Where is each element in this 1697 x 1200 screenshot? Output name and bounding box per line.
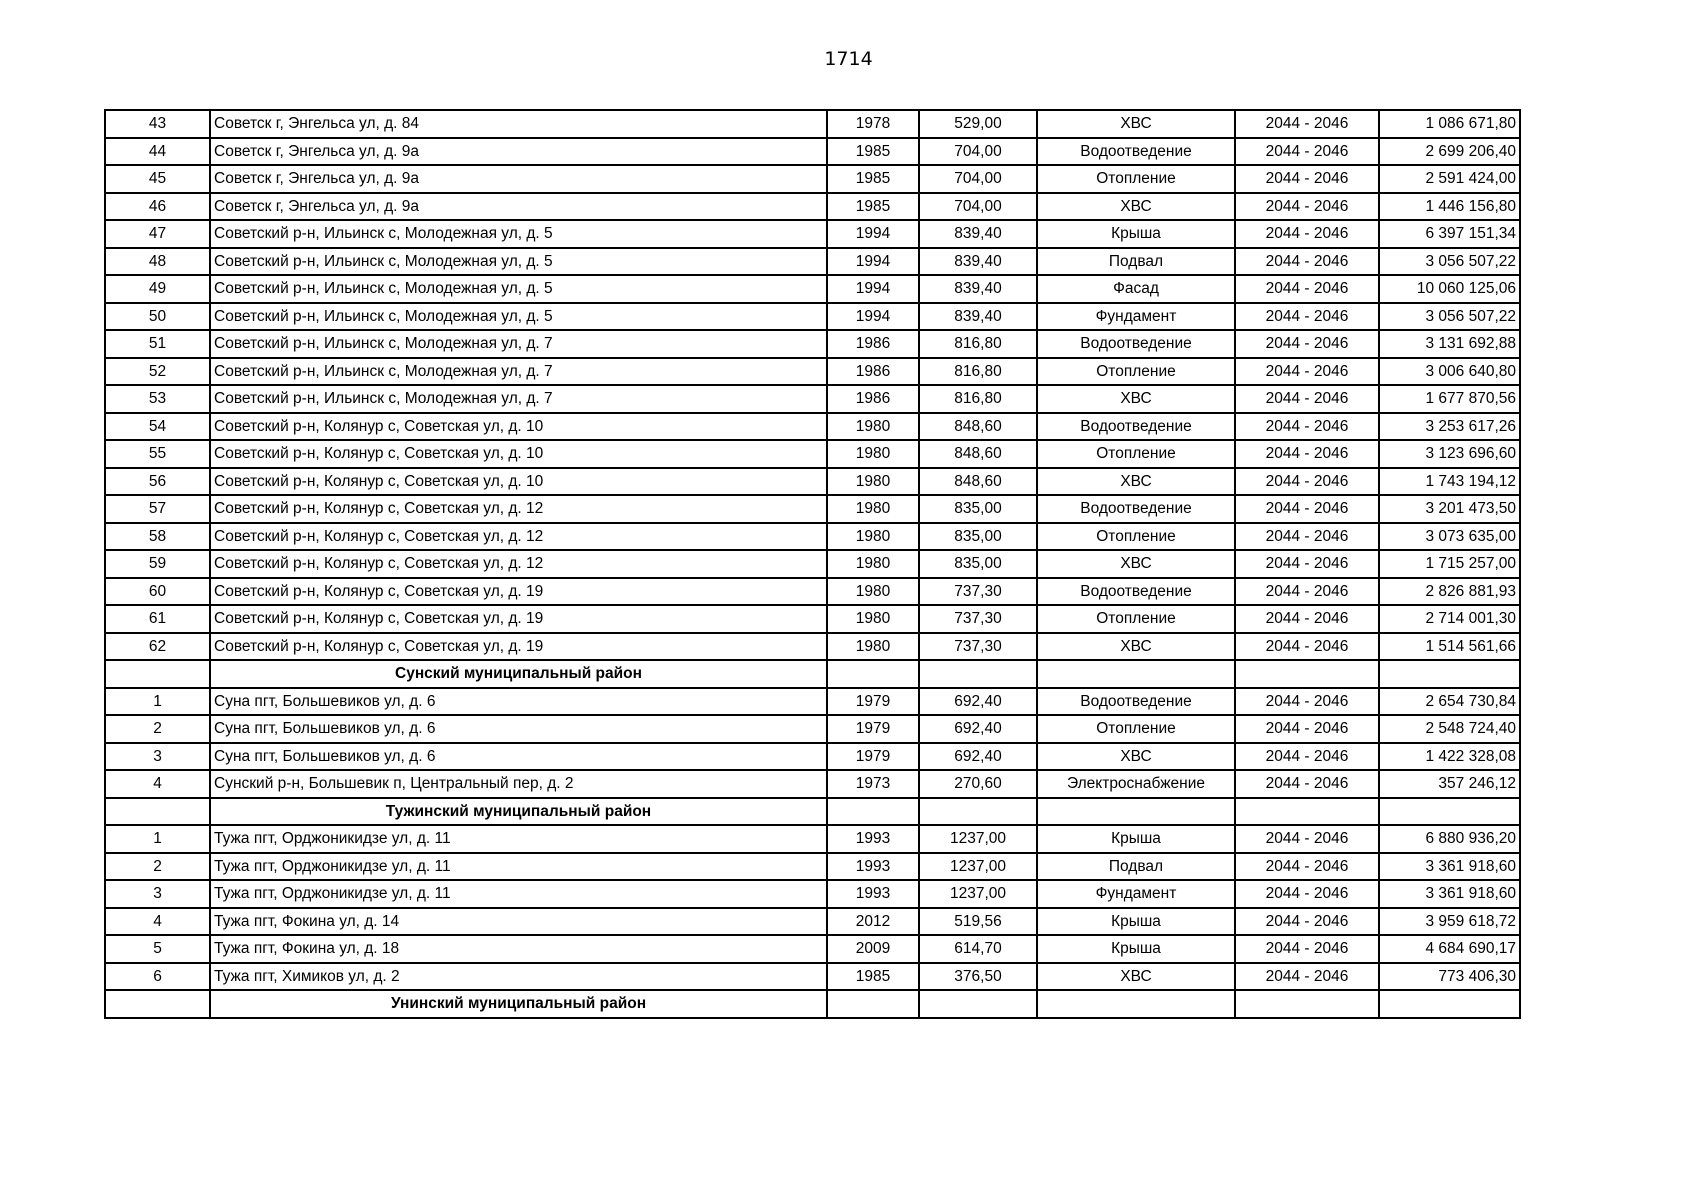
cost-cell — [1379, 798, 1520, 826]
row-number — [105, 990, 210, 1018]
area-cell: 835,00 — [919, 550, 1037, 578]
address-cell: Суна пгт, Большевиков ул, д. 6 — [210, 688, 827, 716]
table-row — [105, 248, 1520, 276]
work-type-cell — [1037, 660, 1235, 688]
cost-cell: 1 446 156,80 — [1379, 193, 1520, 221]
cost-cell: 10 060 125,06 — [1379, 275, 1520, 303]
period-cell — [1235, 990, 1379, 1018]
cost-cell: 2 548 724,40 — [1379, 715, 1520, 743]
work-type-cell: Фундамент — [1037, 880, 1235, 908]
area-cell — [919, 660, 1037, 688]
table-row — [105, 853, 1520, 881]
area-cell: 1237,00 — [919, 880, 1037, 908]
table-row — [105, 358, 1520, 386]
cost-cell: 4 684 690,17 — [1379, 935, 1520, 963]
work-type-cell: Электроснабжение — [1037, 770, 1235, 798]
work-type-cell: Фундамент — [1037, 303, 1235, 331]
address-cell: Советск г, Энгельса ул, д. 9а — [210, 193, 827, 221]
cost-cell: 6 397 151,34 — [1379, 220, 1520, 248]
area-cell: 614,70 — [919, 935, 1037, 963]
table-row — [105, 193, 1520, 221]
address-cell: Советск г, Энгельса ул, д. 9а — [210, 165, 827, 193]
year-cell: 1980 — [827, 633, 919, 661]
cost-cell — [1379, 660, 1520, 688]
area-cell: 835,00 — [919, 495, 1037, 523]
row-number: 2 — [105, 853, 210, 881]
year-cell: 2012 — [827, 908, 919, 936]
table-row — [105, 743, 1520, 771]
period-cell: 2044 - 2046 — [1235, 825, 1379, 853]
cost-cell — [1379, 990, 1520, 1018]
work-type-cell: Фасад — [1037, 275, 1235, 303]
cost-cell: 357 246,12 — [1379, 770, 1520, 798]
period-cell — [1235, 798, 1379, 826]
year-cell: 1994 — [827, 303, 919, 331]
period-cell: 2044 - 2046 — [1235, 495, 1379, 523]
row-number: 4 — [105, 908, 210, 936]
address-cell: Советский р-н, Колянур с, Советская ул, д. 10 — [210, 468, 827, 496]
year-cell: 1980 — [827, 550, 919, 578]
area-cell: 816,80 — [919, 330, 1037, 358]
area-cell: 692,40 — [919, 688, 1037, 716]
row-number: 43 — [105, 110, 210, 138]
year-cell: 1993 — [827, 853, 919, 881]
row-number: 44 — [105, 138, 210, 166]
work-type-cell: Подвал — [1037, 248, 1235, 276]
area-cell — [919, 798, 1037, 826]
table-row — [105, 715, 1520, 743]
table-row — [105, 770, 1520, 798]
table-row — [105, 468, 1520, 496]
row-number: 59 — [105, 550, 210, 578]
area-cell: 529,00 — [919, 110, 1037, 138]
address-cell: Советский р-н, Колянур с, Советская ул, д. 12 — [210, 523, 827, 551]
cost-cell: 1 514 561,66 — [1379, 633, 1520, 661]
row-number: 60 — [105, 578, 210, 606]
row-number — [105, 798, 210, 826]
table-row — [105, 825, 1520, 853]
address-cell: Тужа пгт, Орджоникидзе ул, д. 11 — [210, 853, 827, 881]
cost-cell: 6 880 936,20 — [1379, 825, 1520, 853]
table-row — [105, 220, 1520, 248]
cost-cell: 3 006 640,80 — [1379, 358, 1520, 386]
section-title: Тужинский муниципальный район — [210, 798, 827, 826]
table-row — [105, 330, 1520, 358]
row-number: 53 — [105, 385, 210, 413]
period-cell: 2044 - 2046 — [1235, 770, 1379, 798]
row-number: 5 — [105, 935, 210, 963]
year-cell: 1985 — [827, 193, 919, 221]
row-number: 54 — [105, 413, 210, 441]
year-cell — [827, 990, 919, 1018]
table-row — [105, 688, 1520, 716]
page-number: 1714 — [824, 48, 873, 70]
cost-cell: 1 677 870,56 — [1379, 385, 1520, 413]
cost-cell: 2 826 881,93 — [1379, 578, 1520, 606]
year-cell: 1986 — [827, 330, 919, 358]
area-cell: 839,40 — [919, 248, 1037, 276]
cost-cell: 3 073 635,00 — [1379, 523, 1520, 551]
period-cell: 2044 - 2046 — [1235, 743, 1379, 771]
address-cell: Советский р-н, Колянур с, Советская ул, д. 12 — [210, 495, 827, 523]
row-number: 45 — [105, 165, 210, 193]
area-cell: 692,40 — [919, 743, 1037, 771]
cost-cell: 3 131 692,88 — [1379, 330, 1520, 358]
address-cell: Советский р-н, Колянур с, Советская ул, д. 19 — [210, 633, 827, 661]
work-type-cell — [1037, 798, 1235, 826]
address-cell: Советск г, Энгельса ул, д. 84 — [210, 110, 827, 138]
period-cell: 2044 - 2046 — [1235, 633, 1379, 661]
year-cell: 1994 — [827, 220, 919, 248]
row-number: 1 — [105, 825, 210, 853]
area-cell: 692,40 — [919, 715, 1037, 743]
row-number: 49 — [105, 275, 210, 303]
period-cell: 2044 - 2046 — [1235, 358, 1379, 386]
period-cell: 2044 - 2046 — [1235, 688, 1379, 716]
period-cell: 2044 - 2046 — [1235, 193, 1379, 221]
address-cell: Советский р-н, Ильинск с, Молодежная ул, д. 5 — [210, 248, 827, 276]
period-cell: 2044 - 2046 — [1235, 853, 1379, 881]
row-number: 61 — [105, 605, 210, 633]
address-cell: Советский р-н, Ильинск с, Молодежная ул, д. 5 — [210, 303, 827, 331]
address-cell: Тужа пгт, Орджоникидзе ул, д. 11 — [210, 880, 827, 908]
cost-cell: 3 123 696,60 — [1379, 440, 1520, 468]
area-cell: 270,60 — [919, 770, 1037, 798]
address-cell: Суна пгт, Большевиков ул, д. 6 — [210, 743, 827, 771]
address-cell: Советский р-н, Ильинск с, Молодежная ул, д. 7 — [210, 385, 827, 413]
cost-cell: 3 056 507,22 — [1379, 303, 1520, 331]
row-number: 48 — [105, 248, 210, 276]
table-row — [105, 110, 1520, 138]
section-header-row — [105, 660, 1520, 688]
period-cell — [1235, 660, 1379, 688]
year-cell: 1980 — [827, 413, 919, 441]
table-row — [105, 908, 1520, 936]
area-cell: 519,56 — [919, 908, 1037, 936]
section-title: Сунский муниципальный район — [210, 660, 827, 688]
cost-cell: 1 715 257,00 — [1379, 550, 1520, 578]
area-cell: 704,00 — [919, 138, 1037, 166]
year-cell: 1985 — [827, 138, 919, 166]
year-cell: 1979 — [827, 715, 919, 743]
period-cell: 2044 - 2046 — [1235, 110, 1379, 138]
address-cell: Тужа пгт, Орджоникидзе ул, д. 11 — [210, 825, 827, 853]
period-cell: 2044 - 2046 — [1235, 550, 1379, 578]
period-cell: 2044 - 2046 — [1235, 248, 1379, 276]
row-number: 50 — [105, 303, 210, 331]
table-row — [105, 523, 1520, 551]
row-number: 57 — [105, 495, 210, 523]
area-cell: 1237,00 — [919, 853, 1037, 881]
table-row — [105, 935, 1520, 963]
work-type-cell: Подвал — [1037, 853, 1235, 881]
row-number: 55 — [105, 440, 210, 468]
work-type-cell — [1037, 990, 1235, 1018]
year-cell: 1985 — [827, 963, 919, 991]
year-cell: 1993 — [827, 880, 919, 908]
address-cell: Советский р-н, Колянур с, Советская ул, д. 10 — [210, 413, 827, 441]
area-cell: 737,30 — [919, 633, 1037, 661]
row-number: 62 — [105, 633, 210, 661]
period-cell: 2044 - 2046 — [1235, 880, 1379, 908]
work-type-cell: Водоотведение — [1037, 688, 1235, 716]
work-type-cell: ХВС — [1037, 550, 1235, 578]
section-title: Унинский муниципальный район — [210, 990, 827, 1018]
table-row — [105, 440, 1520, 468]
work-type-cell: ХВС — [1037, 963, 1235, 991]
table-row — [105, 963, 1520, 991]
area-cell: 737,30 — [919, 578, 1037, 606]
address-cell: Советский р-н, Колянур с, Советская ул, д. 12 — [210, 550, 827, 578]
year-cell: 1980 — [827, 495, 919, 523]
row-number: 1 — [105, 688, 210, 716]
year-cell — [827, 798, 919, 826]
area-cell: 839,40 — [919, 275, 1037, 303]
work-type-cell: Крыша — [1037, 220, 1235, 248]
address-cell: Советский р-н, Ильинск с, Молодежная ул, д. 5 — [210, 275, 827, 303]
area-cell: 848,60 — [919, 440, 1037, 468]
address-cell: Тужа пгт, Химиков ул, д. 2 — [210, 963, 827, 991]
year-cell: 1979 — [827, 688, 919, 716]
period-cell: 2044 - 2046 — [1235, 578, 1379, 606]
table-row — [105, 275, 1520, 303]
year-cell: 1985 — [827, 165, 919, 193]
address-cell: Советский р-н, Колянур с, Советская ул, д. 19 — [210, 578, 827, 606]
period-cell: 2044 - 2046 — [1235, 220, 1379, 248]
row-number: 3 — [105, 743, 210, 771]
period-cell: 2044 - 2046 — [1235, 440, 1379, 468]
work-type-cell: ХВС — [1037, 193, 1235, 221]
area-cell: 848,60 — [919, 468, 1037, 496]
cost-cell: 2 654 730,84 — [1379, 688, 1520, 716]
address-cell: Советский р-н, Ильинск с, Молодежная ул, д. 7 — [210, 330, 827, 358]
work-type-cell: ХВС — [1037, 468, 1235, 496]
work-type-cell: ХВС — [1037, 743, 1235, 771]
work-type-cell: Водоотведение — [1037, 330, 1235, 358]
year-cell: 1979 — [827, 743, 919, 771]
area-cell: 839,40 — [919, 303, 1037, 331]
year-cell: 1980 — [827, 440, 919, 468]
address-cell: Сунский р-н, Большевик п, Центральный пер, д. 2 — [210, 770, 827, 798]
table-row — [105, 495, 1520, 523]
repair-schedule-table — [104, 109, 1521, 1019]
row-number: 52 — [105, 358, 210, 386]
area-cell: 376,50 — [919, 963, 1037, 991]
period-cell: 2044 - 2046 — [1235, 605, 1379, 633]
cost-cell: 1 743 194,12 — [1379, 468, 1520, 496]
year-cell — [827, 660, 919, 688]
table-row — [105, 303, 1520, 331]
period-cell: 2044 - 2046 — [1235, 303, 1379, 331]
cost-cell: 3 361 918,60 — [1379, 880, 1520, 908]
row-number: 58 — [105, 523, 210, 551]
year-cell: 1994 — [827, 248, 919, 276]
row-number: 2 — [105, 715, 210, 743]
work-type-cell: ХВС — [1037, 110, 1235, 138]
table-row — [105, 880, 1520, 908]
year-cell: 2009 — [827, 935, 919, 963]
work-type-cell: Крыша — [1037, 908, 1235, 936]
period-cell: 2044 - 2046 — [1235, 715, 1379, 743]
address-cell: Тужа пгт, Фокина ул, д. 18 — [210, 935, 827, 963]
address-cell: Суна пгт, Большевиков ул, д. 6 — [210, 715, 827, 743]
year-cell: 1978 — [827, 110, 919, 138]
year-cell: 1986 — [827, 385, 919, 413]
cost-cell: 2 591 424,00 — [1379, 165, 1520, 193]
year-cell: 1986 — [827, 358, 919, 386]
period-cell: 2044 - 2046 — [1235, 385, 1379, 413]
work-type-cell: Водоотведение — [1037, 578, 1235, 606]
period-cell: 2044 - 2046 — [1235, 413, 1379, 441]
period-cell: 2044 - 2046 — [1235, 908, 1379, 936]
address-cell: Советский р-н, Ильинск с, Молодежная ул, д. 7 — [210, 358, 827, 386]
period-cell: 2044 - 2046 — [1235, 165, 1379, 193]
period-cell: 2044 - 2046 — [1235, 468, 1379, 496]
cost-cell: 3 959 618,72 — [1379, 908, 1520, 936]
work-type-cell: Отопление — [1037, 440, 1235, 468]
period-cell: 2044 - 2046 — [1235, 138, 1379, 166]
table-row — [105, 138, 1520, 166]
row-number: 46 — [105, 193, 210, 221]
year-cell: 1980 — [827, 468, 919, 496]
section-header-row — [105, 798, 1520, 826]
year-cell: 1980 — [827, 578, 919, 606]
year-cell: 1993 — [827, 825, 919, 853]
work-type-cell: Крыша — [1037, 825, 1235, 853]
row-number: 3 — [105, 880, 210, 908]
table-row — [105, 165, 1520, 193]
period-cell: 2044 - 2046 — [1235, 963, 1379, 991]
period-cell: 2044 - 2046 — [1235, 330, 1379, 358]
period-cell: 2044 - 2046 — [1235, 935, 1379, 963]
area-cell: 816,80 — [919, 385, 1037, 413]
work-type-cell: Водоотведение — [1037, 495, 1235, 523]
table-row — [105, 633, 1520, 661]
area-cell — [919, 990, 1037, 1018]
cost-cell: 3 361 918,60 — [1379, 853, 1520, 881]
table-row — [105, 578, 1520, 606]
period-cell: 2044 - 2046 — [1235, 523, 1379, 551]
year-cell: 1994 — [827, 275, 919, 303]
work-type-cell: Отопление — [1037, 165, 1235, 193]
cost-cell: 3 201 473,50 — [1379, 495, 1520, 523]
table-row — [105, 413, 1520, 441]
year-cell: 1980 — [827, 605, 919, 633]
year-cell: 1980 — [827, 523, 919, 551]
work-type-cell: ХВС — [1037, 633, 1235, 661]
cost-cell: 2 714 001,30 — [1379, 605, 1520, 633]
address-cell: Советский р-н, Колянур с, Советская ул, д. 10 — [210, 440, 827, 468]
cost-cell: 1 422 328,08 — [1379, 743, 1520, 771]
row-number: 51 — [105, 330, 210, 358]
table-row — [105, 385, 1520, 413]
work-type-cell: Крыша — [1037, 935, 1235, 963]
row-number: 6 — [105, 963, 210, 991]
row-number: 4 — [105, 770, 210, 798]
address-cell: Советский р-н, Колянур с, Советская ул, д. 19 — [210, 605, 827, 633]
period-cell: 2044 - 2046 — [1235, 275, 1379, 303]
cost-cell: 1 086 671,80 — [1379, 110, 1520, 138]
cost-cell: 3 056 507,22 — [1379, 248, 1520, 276]
area-cell: 704,00 — [919, 165, 1037, 193]
table-body — [105, 110, 1520, 1018]
area-cell: 704,00 — [919, 193, 1037, 221]
work-type-cell: Отопление — [1037, 715, 1235, 743]
work-type-cell: Водоотведение — [1037, 138, 1235, 166]
row-number: 56 — [105, 468, 210, 496]
work-type-cell: ХВС — [1037, 385, 1235, 413]
section-header-row — [105, 990, 1520, 1018]
area-cell: 737,30 — [919, 605, 1037, 633]
cost-cell: 2 699 206,40 — [1379, 138, 1520, 166]
area-cell: 1237,00 — [919, 825, 1037, 853]
table-row — [105, 605, 1520, 633]
area-cell: 848,60 — [919, 413, 1037, 441]
table-row — [105, 550, 1520, 578]
row-number — [105, 660, 210, 688]
area-cell: 835,00 — [919, 523, 1037, 551]
work-type-cell: Водоотведение — [1037, 413, 1235, 441]
work-type-cell: Отопление — [1037, 358, 1235, 386]
area-cell: 839,40 — [919, 220, 1037, 248]
address-cell: Советский р-н, Ильинск с, Молодежная ул, д. 5 — [210, 220, 827, 248]
cost-cell: 3 253 617,26 — [1379, 413, 1520, 441]
address-cell: Советск г, Энгельса ул, д. 9а — [210, 138, 827, 166]
work-type-cell: Отопление — [1037, 605, 1235, 633]
area-cell: 816,80 — [919, 358, 1037, 386]
row-number: 47 — [105, 220, 210, 248]
year-cell: 1973 — [827, 770, 919, 798]
address-cell: Тужа пгт, Фокина ул, д. 14 — [210, 908, 827, 936]
work-type-cell: Отопление — [1037, 523, 1235, 551]
cost-cell: 773 406,30 — [1379, 963, 1520, 991]
